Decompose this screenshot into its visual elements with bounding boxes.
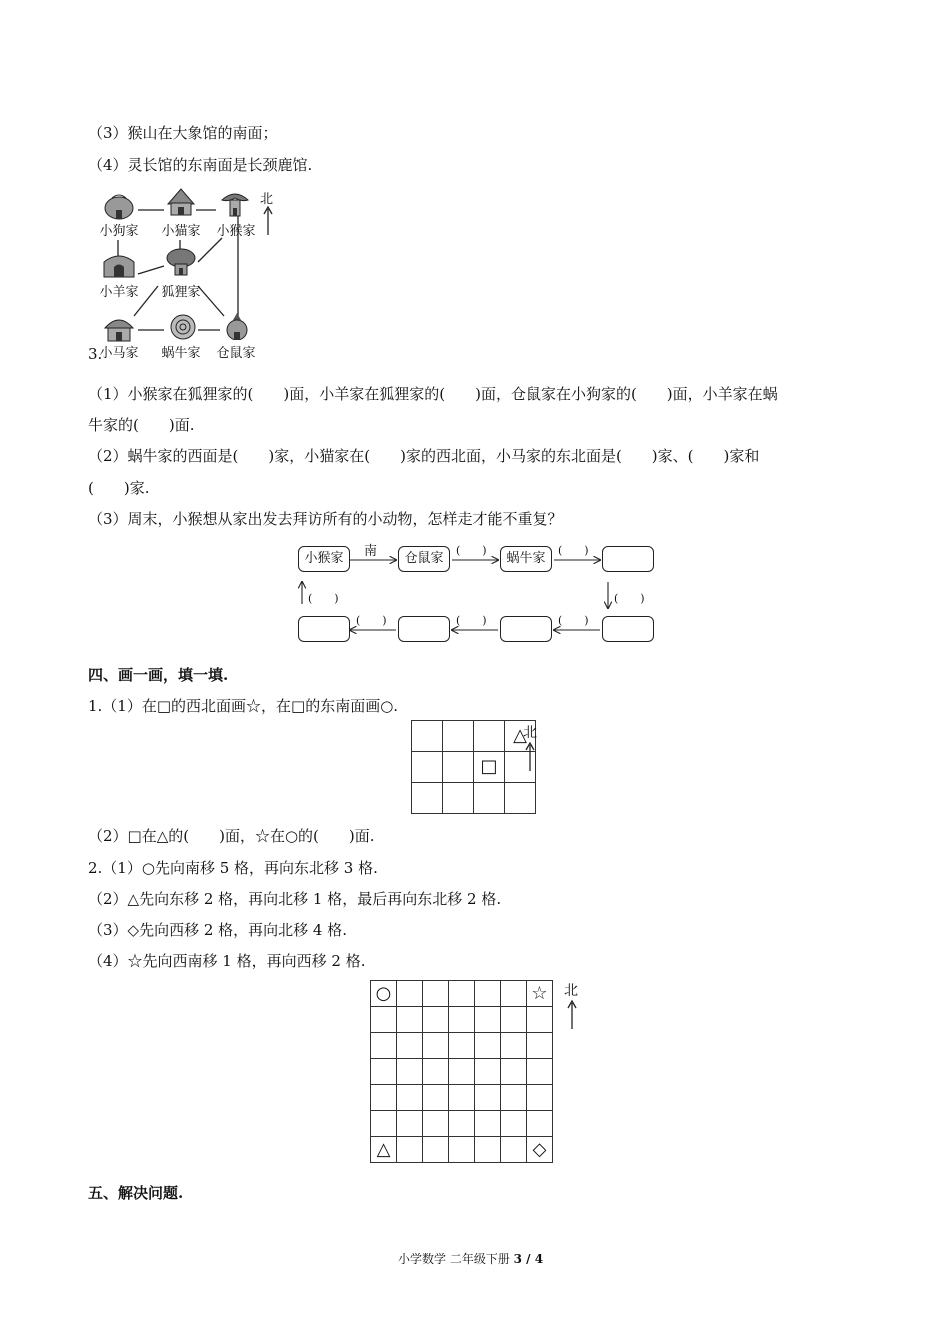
route-dir-blank-1: ( ) (456, 544, 487, 557)
s4-q1-line1: 1.（1）在□的西北面画☆，在□的东南面画○. (88, 697, 399, 715)
sheep-house-icon (102, 250, 136, 278)
s4-q1-line2: （2）□在△的( )面，☆在○的( )面. (88, 827, 375, 845)
route-dir-blank-7: ( ) (308, 592, 339, 605)
home-label-dog: 小狗家 (99, 224, 139, 239)
route-box-blank-3[interactable] (500, 616, 552, 642)
q2-triangle-cell[interactable]: △ (371, 1137, 397, 1163)
neighborhood-map (88, 186, 288, 362)
monkey-house-icon (218, 190, 252, 218)
s4-q2-line2: （2）△先向东移 2 格，再向北移 1 格，最后再向东北移 2 格. (88, 890, 502, 908)
q2-circle-cell[interactable]: ○ (371, 981, 397, 1007)
route-box-blank-5[interactable] (298, 616, 350, 642)
north-arrow-icon (262, 206, 274, 236)
route-box-blank-1[interactable] (602, 546, 654, 572)
q2-diamond-cell[interactable]: ◇ (527, 1137, 553, 1163)
home-label-sheep: 小羊家 (99, 285, 139, 300)
snail-house-icon (166, 312, 200, 340)
route-box-start: 小猴家 (298, 546, 350, 572)
route-dir-south: 南 (364, 544, 378, 559)
route-box-second: 仓鼠家 (398, 546, 450, 572)
route-diagram (296, 538, 658, 648)
home-label-snail: 蜗牛家 (161, 346, 201, 361)
page-footer (398, 1250, 543, 1267)
page-number: 3 / 4 (513, 1252, 544, 1266)
route-dir-blank-3: ( ) (614, 592, 645, 605)
q1-grid (411, 720, 536, 814)
home-label-horse: 小马家 (99, 346, 139, 361)
route-dir-blank-2: ( ) (558, 544, 589, 557)
question-3-number: 3. (88, 345, 103, 363)
cat-house-icon (164, 188, 198, 216)
mouse-house-icon (220, 312, 254, 340)
q3-part3-line: （3）周末，小猴想从家出发去拜访所有的小动物，怎样走才能不重复？ (88, 510, 563, 528)
q3-part1-line2: 牛家的( )面. (88, 416, 195, 434)
q3-part2-line1: （2）蜗牛家的西面是( )家，小猫家在( )家的西北面，小马家的东北面是( )家、( )家和 (88, 447, 760, 465)
map-north-label: 北 (260, 192, 274, 207)
route-dir-blank-4: ( ) (558, 614, 589, 627)
route-box-third: 蜗牛家 (500, 546, 552, 572)
q2-grid (370, 980, 553, 1163)
home-label-fox: 狐狸家 (161, 285, 201, 300)
home-label-cat: 小猫家 (161, 224, 201, 239)
horse-house-icon (102, 314, 136, 342)
s4-q2-line3: （3）◇先向西移 2 格，再向北移 4 格. (88, 921, 348, 939)
s4-q2-line1: 2.（1）○先向南移 5 格，再向东北移 3 格. (88, 859, 378, 877)
section-5-heading: 五、解决问题. (88, 1184, 184, 1202)
route-box-blank-4[interactable] (398, 616, 450, 642)
fox-house-icon (164, 248, 198, 276)
home-label-mouse: 仓鼠家 (216, 346, 256, 361)
route-dir-blank-5: ( ) (456, 614, 487, 627)
s4-q2-line4: （4）☆先向西南移 1 格，再向西移 2 格. (88, 952, 366, 970)
footer-text: 小学数学 二年级下册 (398, 1252, 514, 1266)
q1-square-cell[interactable]: □ (474, 752, 505, 783)
q3-part2-line2: ( )家. (88, 479, 150, 497)
route-box-blank-2[interactable] (602, 616, 654, 642)
statement-3: （3）猴山在大象馆的南面； (88, 124, 278, 142)
q2-north-label: 北 (564, 983, 578, 999)
q2-north-arrow-icon (566, 1000, 578, 1030)
q1-triangle-cell[interactable]: △ (505, 721, 536, 752)
q3-part1-line1: （1）小猴家在狐狸家的( )面，小羊家在狐狸家的( )面，仓鼠家在小狗家的( )面，小羊家在蜗 (88, 385, 778, 403)
section-4-heading: 四、画一画，填一填. (88, 666, 229, 684)
statement-4: （4）灵长馆的东南面是长颈鹿馆. (88, 156, 313, 174)
home-label-monkey: 小猴家 (216, 224, 256, 239)
q1-north-arrow-icon (524, 742, 536, 772)
q1-north-label: 北 (523, 725, 537, 741)
dog-house-icon (102, 192, 136, 220)
route-dir-blank-6: ( ) (356, 614, 387, 627)
q2-star-cell[interactable]: ☆ (527, 981, 553, 1007)
